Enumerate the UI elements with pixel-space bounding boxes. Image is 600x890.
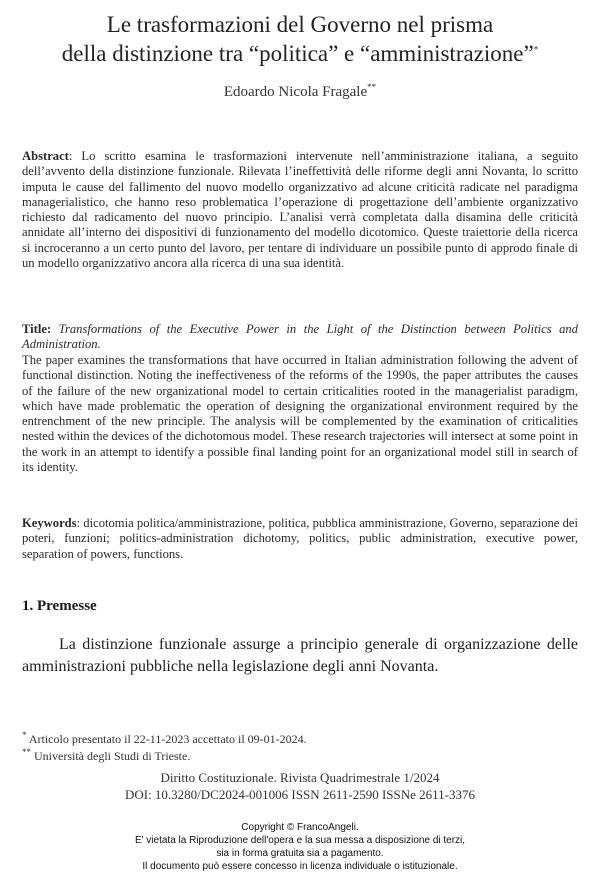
footnote-1-text: Articolo presentato il 22-11-2023 accettato il 09-01-2024. (26, 732, 307, 746)
copyright-line-1: Copyright © FrancoAngeli. (241, 822, 359, 833)
copyright-line-2: E' vietata la Riproduzione dell'opera e la sua messa a disposizione di terzi, (134, 835, 466, 846)
copyright-line-4: Il documento può essere concesso in licenza individuale o istituzionale. (142, 861, 458, 872)
footnote-2-mark: ** (22, 747, 31, 757)
footnote-2-text: Università degli Studi di Trieste. (31, 749, 191, 763)
english-title-label: Title: (22, 322, 52, 336)
journal-name: Diritto Costituzionale. Rivista Quadrimestrale 1/2024 (160, 770, 440, 785)
copyright-line-3: sia in forma gratuita sia a pagamento. (216, 848, 384, 859)
title-line-2 (20, 39, 580, 68)
author-text: Edoardo Nicola Fragale (223, 84, 368, 100)
english-title (22, 322, 578, 353)
title-line-1: Le trasformazioni del Governo nel prisma (106, 12, 494, 37)
footnote-1 (22, 732, 307, 747)
english-abstract: The paper examines the transformations that have occurred in Italian administration following the advent of functional distinction. Noting the ineffectiveness of the reforms of the 1990s, the paper attributes the causes of the failure of the new organizational model to certain criticalities rooted in the managerialist paradigm, which have made problematic the operation of designing the organizational environment required by the entrenchment of the new principle. The analysis will be complemented by the examination of criticalities nested within the devices of the dichotomous model. These research trajectories will intersect at some point in the work in an attempt to identify a possible final landing point for an organizational model still in search of its identity. (22, 353, 578, 475)
section-heading: 1. Premesse (22, 598, 97, 614)
body-paragraph: La distinzione funzionale assurge a principio generale di organizzazione delle amministrazioni pubbliche nella legislazione degli anni Novanta. (22, 636, 578, 675)
author-name (0, 84, 600, 101)
title-line-2-text: della distinzione tra “politica” e “amministrazione” (61, 41, 534, 66)
english-title-text: Transformations of the Executive Power in the Light of the Distinction between Politics and Administration. (22, 322, 578, 352)
keywords-text: : dicotomia politica/amministrazione, politica, pubblica amministrazione, Governo, separazione dei poteri, funzioni; politics-administration dichotomy, politics, public administration, executive power, separation of powers, functions. (22, 516, 578, 561)
title-footnote-mark[interactable]: * (533, 44, 539, 55)
author-footnote-mark[interactable]: ** (367, 82, 377, 92)
article-title (20, 10, 580, 68)
footnote-1-mark: * (22, 730, 27, 740)
keywords-label: Keywords (22, 516, 77, 530)
abstract-label: Abstract (22, 149, 69, 163)
abstract-text: : Lo scritto esamina le trasformazioni intervenute nell’amministrazione italiana, a seguito dell’avvento della distinzione funzionale. Rilevata l’ineffettività delle riforme degli anni Novanta, lo scritto imputa le cause del fallimento del nuovo modello organizzativo ad alcune criticità radicate nel paradigma managerialistico, che hanno reso problematica l’operazione di progettazione dell’ambiente organizzativo richiesto dal radicamento del nuovo principio. L’analisi verrà completata dalla disamina delle criticità annidate all’interno dei dispositivi di funzionamento del modello dicotomico. Queste traiettorie della ricerca si incroceranno a un certo punto del lavoro, per tentare di individuare un possibile punto di approdo finale di un modello organizzativo ancora alla ricerca di una sua identità. (22, 149, 578, 271)
footnote-2 (22, 749, 190, 764)
keywords-paragraph (22, 516, 578, 562)
journal-doi: DOI: 10.3280/DC2024-001006 ISSN 2611-2590 ISSNe 2611-3376 (124, 787, 476, 802)
abstract-paragraph (22, 149, 578, 271)
